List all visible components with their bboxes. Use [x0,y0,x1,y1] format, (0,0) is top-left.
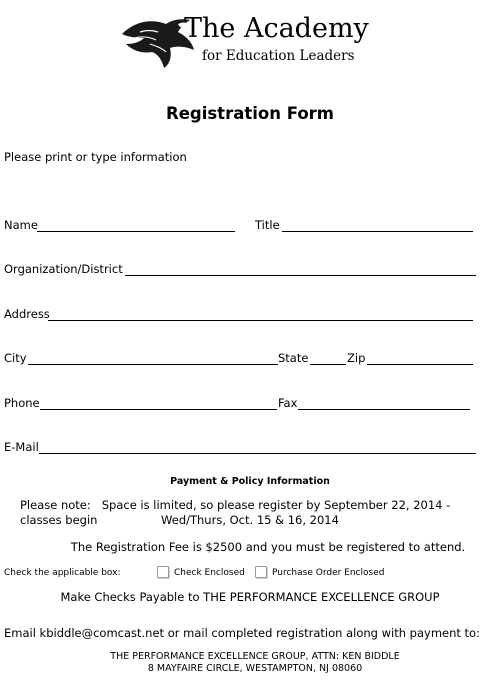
form-title: Registration Form [166,104,334,123]
fax-label: Fax [278,396,298,410]
check-enclosed-label: Check Enclosed [174,568,245,578]
payable-instruction: Make Checks Payable to THE PERFORMANCE EXCELLENCE GROUP [60,590,440,604]
name-label: Name [4,218,38,232]
city-state-zip-row [0,351,500,367]
check-prompt: Check the applicable box: [4,568,121,578]
organization-label: Organization/District [4,262,123,276]
mailing-address-line2: 8 MAYFAIRE CIRCLE, WESTAMPTON, NJ 08060 [147,663,363,674]
logo-subtitle: for Education Leaders [202,48,355,64]
address-field[interactable] [48,320,473,321]
title-field[interactable] [282,231,473,232]
name-title-row [0,218,500,234]
mailing-address-line1: THE PERFORMANCE EXCELLENCE GROUP, ATTN: KEN BIDDLE [110,651,400,662]
address-row [0,307,500,323]
organization-row [0,262,500,278]
purchase-order-checkbox[interactable] [255,566,267,578]
academy-logo [120,8,370,70]
registration-fee: The Registration Fee is $2500 and you must be registered to attend. [70,540,466,554]
address-label: Address [4,307,50,321]
state-field[interactable] [310,364,346,365]
email-label: E-Mail [4,440,39,454]
phone-field[interactable] [40,409,277,410]
class-dates: Wed/Thurs, Oct. 15 & 16, 2014 [161,513,339,527]
organization-field[interactable] [125,275,476,276]
phone-fax-row [0,396,500,412]
note-label: Please note: [20,498,91,512]
payment-options-row [0,568,500,582]
email-instruction: Email kbiddle@comcast.net or mail completed registration along with payment to: [4,626,480,640]
logo-title: The Academy [184,13,369,44]
title-label: Title [255,218,280,232]
city-label: City [4,351,27,365]
payment-section-title: Payment & Policy Information [170,476,330,487]
phone-label: Phone [4,396,40,410]
check-enclosed-checkbox[interactable] [157,566,169,578]
zip-field[interactable] [367,364,473,365]
name-field[interactable] [37,231,235,232]
email-field[interactable] [39,453,476,454]
state-label: State [278,351,309,365]
form-instruction: Please print or type information [4,150,187,164]
fax-field[interactable] [298,409,470,410]
email-row [0,440,500,456]
zip-label: Zip [347,351,366,365]
city-field[interactable] [28,364,278,365]
note-text: Space is limited, so please register by September 22, 2014 - classes begin [20,498,451,527]
purchase-order-label: Purchase Order Enclosed [272,568,385,578]
